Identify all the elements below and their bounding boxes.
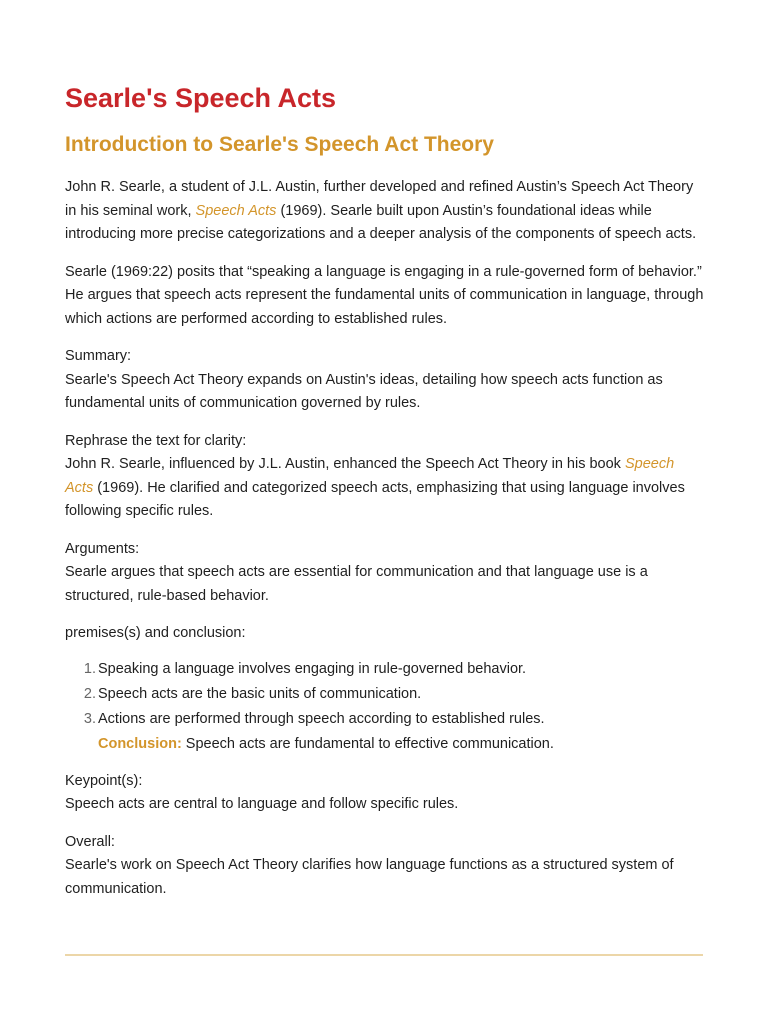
list-item-text: Actions are performed through speech according to established rules. xyxy=(98,710,545,727)
list-item-number: 3. xyxy=(83,710,96,727)
arguments-heading: Arguments: xyxy=(65,540,140,557)
rephrase-text-before: John R. Searle, influenced by J.L. Austin, enhanced the Speech Act Theory in his book xyxy=(65,456,625,472)
rephrase-section xyxy=(65,430,705,524)
premises-list xyxy=(65,658,705,731)
conclusion-label: Conclusion: xyxy=(98,735,182,752)
keypoints-section xyxy=(65,770,705,817)
overall-section xyxy=(65,831,705,902)
speech-acts-link-2[interactable]: Speech Acts xyxy=(65,456,675,496)
arguments-section xyxy=(65,538,705,609)
list-item-text: Speaking a language involves engaging in rule-governed behavior. xyxy=(98,660,527,677)
list-item xyxy=(83,708,705,731)
intro-text-before: John R. Searle, a student of J.L. Austin, further developed and refined Austin’s Speech Act Theory in his seminal work, xyxy=(65,179,694,219)
overall-heading: Overall: xyxy=(65,833,115,850)
list-item xyxy=(83,658,705,681)
intro-text-after: (1969). Searle built upon Austin’s foundational ideas while introducing more precise categorizations and a deeper analysis of the components of speech acts. xyxy=(65,202,697,242)
summary-heading: Summary: xyxy=(65,348,132,364)
keypoints-heading: Keypoint(s): xyxy=(65,772,143,789)
page-title: Searle's Speech Acts xyxy=(65,83,337,113)
conclusion-text: Speech acts are fundamental to effective communication. xyxy=(181,735,554,752)
summary-text: Searle's Speech Act Theory expands on Austin's ideas, detailing how speech acts function as fundamental units of communication governed by rules. xyxy=(65,371,663,411)
rephrase-text xyxy=(65,453,705,524)
overall-text: Searle's work on Speech Act Theory clarifies how language functions as a structured system of communication. xyxy=(65,857,674,897)
list-item-text: Speech acts are the basic units of communication. xyxy=(98,685,422,702)
section-heading: Introduction to Searle's Speech Act Theory xyxy=(65,133,494,156)
list-item-number: 1. xyxy=(83,660,96,677)
document-page xyxy=(65,78,705,901)
intro-paragraph-2: Searle (1969:22) posits that “speaking a language is engaging in a rule-governed form of behavior.” He argues that speech acts represent the fundamental units of communication in language, through which actions are performed according to established rules. xyxy=(65,263,704,327)
rephrase-text-after: (1969). He clarified and categorized speech acts, emphasizing that using language involves following specific rules. xyxy=(65,479,685,519)
arguments-text: Searle argues that speech acts are essential for communication and that language use is a structured, rule-based behavior. xyxy=(65,564,648,604)
summary-section xyxy=(65,345,705,416)
speech-acts-link[interactable]: Speech Acts xyxy=(195,202,277,219)
conclusion-line xyxy=(65,733,705,756)
list-item xyxy=(83,683,705,706)
footer-divider xyxy=(65,954,703,956)
keypoints-text: Speech acts are central to language and follow specific rules. xyxy=(65,796,459,812)
premises-section xyxy=(65,622,705,756)
intro-paragraph-1 xyxy=(65,176,705,247)
rephrase-heading: Rephrase the text for clarity: xyxy=(65,432,247,449)
list-item-number: 2. xyxy=(83,685,96,702)
premises-heading: premises(s) and conclusion: xyxy=(65,625,246,641)
